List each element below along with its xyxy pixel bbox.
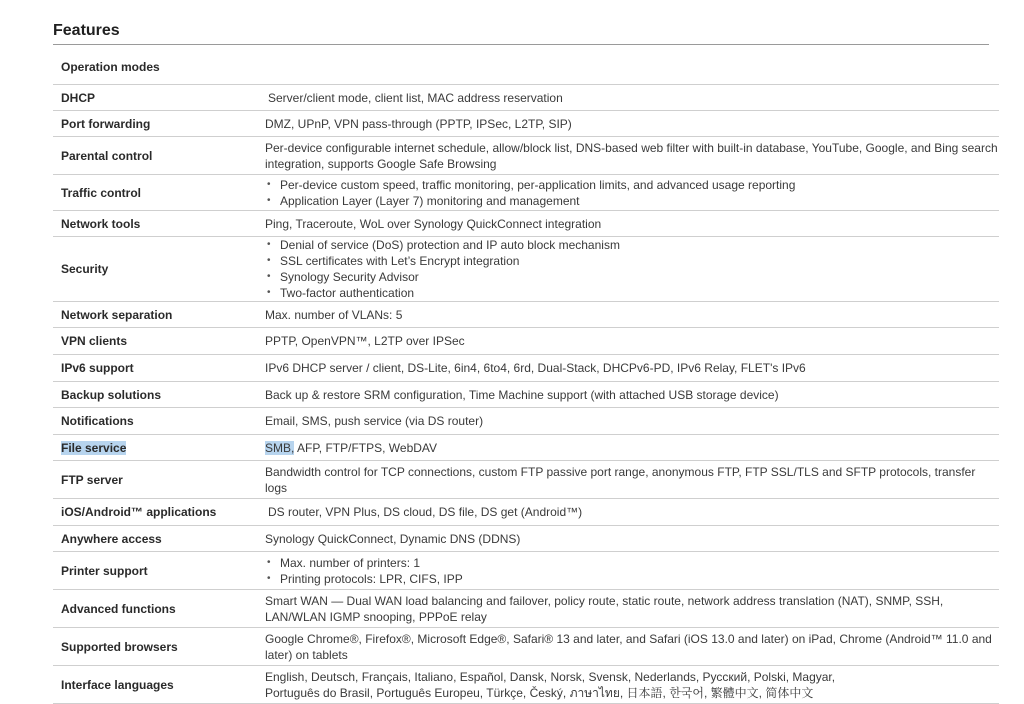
table-row bbox=[53, 111, 999, 137]
bullet-item: • Application Layer (Layer 7) monitoring and management bbox=[265, 193, 999, 209]
table-row bbox=[53, 408, 999, 435]
row-label-vpn-clients: VPN clients bbox=[53, 328, 257, 355]
value-text: AFP, FTP/FTPS, WebDAV bbox=[294, 440, 438, 455]
row-label-interface-languages: Interface languages bbox=[53, 666, 257, 704]
row-label-supported-browsers: Supported browsers bbox=[53, 628, 257, 666]
bullet-item: • Printing protocols: LPR, CIFS, IPP bbox=[265, 571, 999, 587]
row-value-port-forwarding: DMZ, UPnP, VPN pass-through (PPTP, IPSec, L2TP, SIP) bbox=[257, 111, 999, 137]
bullet-item: • SSL certificates with Let’s Encrypt integration bbox=[265, 253, 999, 269]
bullet-list bbox=[265, 237, 999, 301]
row-value-backup-solutions: Back up & restore SRM configuration, Time Machine support (with attached USB storage device) bbox=[257, 382, 999, 408]
bullet-item: • Max. number of printers: 1 bbox=[265, 555, 999, 571]
row-value-security bbox=[257, 237, 999, 302]
row-value-ftp-server: Bandwidth control for TCP connections, custom FTP passive port range, anonymous FTP, FTP SSL/TLS and SFTP protocols, transfer logs bbox=[257, 461, 999, 499]
table-row bbox=[53, 85, 999, 111]
bullet-item: • Two-factor authentication bbox=[265, 285, 999, 301]
row-value-network-separation: Max. number of VLANs: 5 bbox=[257, 302, 999, 328]
table-row bbox=[53, 211, 999, 237]
row-value-notifications: Email, SMS, push service (via DS router) bbox=[257, 408, 999, 435]
row-label-network-separation: Network separation bbox=[53, 302, 257, 328]
row-label-advanced-functions: Advanced functions bbox=[53, 590, 257, 628]
table-row bbox=[53, 137, 999, 175]
row-label-network-tools: Network tools bbox=[53, 211, 257, 237]
title-divider bbox=[53, 44, 989, 45]
section-heading: Operation modes bbox=[53, 50, 999, 85]
row-value-interface-languages bbox=[257, 666, 999, 704]
languages-line: Português do Brasil, Português Europeu, Türkçe, Český, ภาษาไทย, 日本語, 한국어, 繁體中文, 简体中文 bbox=[265, 685, 814, 700]
row-value-parental-control: Per-device configurable internet schedule, allow/block list, DNS-based web filter with built-in database, YouTube, Google, and Bing search integration, supports Google Safe Browsing bbox=[257, 137, 999, 175]
row-label-notifications: Notifications bbox=[53, 408, 257, 435]
table-row bbox=[53, 552, 999, 590]
row-label-port-forwarding: Port forwarding bbox=[53, 111, 257, 137]
row-label-anywhere-access: Anywhere access bbox=[53, 526, 257, 552]
table-row bbox=[53, 355, 999, 382]
languages-line: English, Deutsch, Français, Italiano, Español, Dansk, Norsk, Svensk, Nederlands, Русский, Polski, Magyar, bbox=[265, 669, 836, 684]
row-value-mobile-apps: DS router, VPN Plus, DS cloud, DS file, DS get (Android™) bbox=[257, 499, 999, 526]
features-table bbox=[53, 50, 999, 704]
table-row bbox=[53, 328, 999, 355]
bullet-item: • Per-device custom speed, traffic monitoring, per-application limits, and advanced usage reporting bbox=[265, 177, 999, 193]
table-row bbox=[53, 628, 999, 666]
row-value-file-service bbox=[257, 435, 999, 461]
page-title: Features bbox=[53, 22, 120, 39]
highlighted-text: File service bbox=[61, 440, 127, 455]
row-value-traffic-control bbox=[257, 175, 999, 211]
bullet-item: • Denial of service (DoS) protection and IP auto block mechanism bbox=[265, 237, 999, 253]
table-row bbox=[53, 590, 999, 628]
table-row bbox=[53, 237, 999, 302]
row-label-printer-support: Printer support bbox=[53, 552, 257, 590]
highlighted-text: SMB, bbox=[265, 440, 295, 455]
row-value-supported-browsers: Google Chrome®, Firefox®, Microsoft Edge®, Safari® 13 and later, and Safari (iOS 13.0 and later) on iPad, Chrome (Android™ 11.0 and later) on tablets bbox=[257, 628, 999, 666]
row-label-dhcp: DHCP bbox=[53, 85, 257, 111]
row-value-vpn-clients: PPTP, OpenVPN™, L2TP over IPSec bbox=[257, 328, 999, 355]
table-row bbox=[53, 382, 999, 408]
row-value-ipv6-support: IPv6 DHCP server / client, DS-Lite, 6in4, 6to4, 6rd, Dual-Stack, DHCPv6-PD, IPv6 Relay, FLET's IPv6 bbox=[257, 355, 999, 382]
table-row bbox=[53, 666, 999, 704]
bullet-item: • Synology Security Advisor bbox=[265, 269, 999, 285]
bullet-list bbox=[265, 177, 999, 209]
row-label-security: Security bbox=[53, 237, 257, 302]
table-row bbox=[53, 175, 999, 211]
table-row bbox=[53, 435, 999, 461]
table-row bbox=[53, 526, 999, 552]
table-row bbox=[53, 499, 999, 526]
table-row bbox=[53, 461, 999, 499]
row-label-mobile-apps: iOS/Android™ applications bbox=[53, 499, 257, 526]
row-label-ftp-server: FTP server bbox=[53, 461, 257, 499]
row-value-printer-support bbox=[257, 552, 999, 590]
row-label-traffic-control: Traffic control bbox=[53, 175, 257, 211]
row-value-dhcp: Server/client mode, client list, MAC address reservation bbox=[257, 85, 999, 111]
row-label-ipv6-support: IPv6 support bbox=[53, 355, 257, 382]
row-label-backup-solutions: Backup solutions bbox=[53, 382, 257, 408]
row-label-parental-control: Parental control bbox=[53, 137, 257, 175]
row-label-file-service bbox=[53, 435, 257, 461]
bullet-list bbox=[265, 555, 999, 587]
section-row bbox=[53, 50, 999, 85]
row-value-anywhere-access: Synology QuickConnect, Dynamic DNS (DDNS) bbox=[257, 526, 999, 552]
row-value-network-tools: Ping, Traceroute, WoL over Synology QuickConnect integration bbox=[257, 211, 999, 237]
table-row bbox=[53, 302, 999, 328]
row-value-advanced-functions: Smart WAN — Dual WAN load balancing and failover, policy route, static route, network address translation (NAT), SNMP, SSH, LAN/WLAN IGMP snooping, PPPoE relay bbox=[257, 590, 999, 628]
